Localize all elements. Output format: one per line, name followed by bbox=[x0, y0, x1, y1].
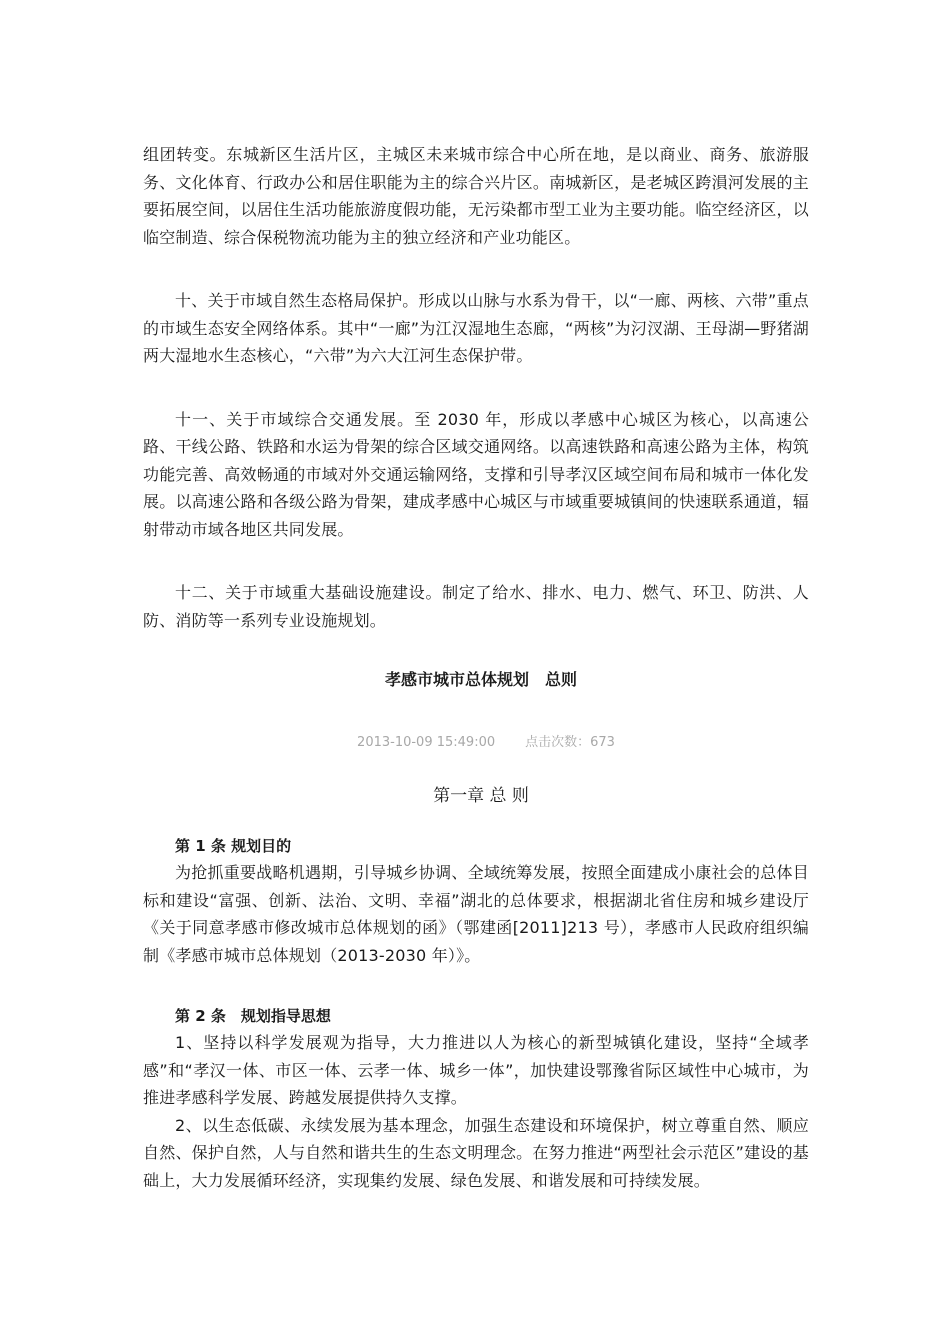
paragraph-infrastructure: 十二、关于市域重大基础设施建设。制定了给水、排水、电力、燃气、环卫、防洪、人防、消防等一系列专业设施规划。 bbox=[143, 583, 809, 630]
chapter-heading: 第一章 总 则 bbox=[433, 786, 529, 806]
article-meta bbox=[143, 733, 809, 753]
article-title: 孝感市城市总体规划 总则 bbox=[384, 670, 577, 689]
paragraph-transport: 十一、关于市域综合交通发展。至 2030 年，形成以孝感中心城区为核心，以高速公路、干线公路、铁路和水运为骨架的综合区域交通网络。以高速铁路和高速公路为主体，构筑功能完善、高效畅通的市域对外交通运输网络，支撑和引导孝汉区域空间布局和城市一体化发展。以高速公路和各级公路为骨架，建成孝感中心城区与市域重要城镇间的快速联系通道，辐射带动市域各地区共同发展。 bbox=[143, 409, 809, 539]
paragraph-ecology: 十、关于市域自然生态格局保护。形成以山脉与水系为骨干，以“一廊、两核、六带”重点的市域生态安全网络体系。其中“一廊”为江汉湿地生态廊，“两核”为汈汊湖、王母湖—野猪湖两大湿地水生态核心，“六带”为六大江河生态保护带。 bbox=[143, 291, 809, 365]
document-page bbox=[143, 141, 809, 1194]
article-1-heading: 第 1 条 规划目的 bbox=[175, 837, 292, 855]
paragraph-district-transition: 组团转变。东城新区生活片区，主城区未来城市综合中心所在地，是以商业、商务、旅游服务、文化体育、行政办公和居住职能为主的综合兴片区。南城新区，是老城区跨溳河发展的主要拓展空间，以居住生活功能旅游度假功能，无污染都市型工业为主要功能。临空经济区，以临空制造、综合保税物流功能为主的独立经济和产业功能区。 bbox=[143, 145, 809, 247]
article-2-item: 2、以生态低碳、永续发展为基本理念，加强生态建设和环境保护，树立尊重自然、顺应自然、保护自然，人与自然和谐共生的生态文明理念。在努力推进“两型社会示范区”建设的基础上，大力发展循环经济，实现集约发展、绿色发展、和谐发展和可持续发展。 bbox=[143, 1115, 809, 1190]
article-2-heading: 第 2 条 规划指导思想 bbox=[175, 1007, 331, 1025]
article-2-item: 1、坚持以科学发展观为指导，大力推进以人为核心的新型城镇化建设，坚持“全域孝感”和“孝汉一体、市区一体、云孝一体、城乡一体”，加快建设鄂豫省际区域性中心城市，为推进孝感科学发展、跨越发展提供持久支撑。 bbox=[143, 1033, 809, 1107]
article-1-body: 为抢抓重要战略机遇期，引导城乡协调、全域统筹发展，按照全面建成小康社会的总体目标和建设“富强、创新、法治、文明、幸福”湖北的总体要求，根据湖北省住房和城乡建设厅《关于同意孝感市修改城市总体规划的函》（鄂建函[2011]213 号），孝感市人民政府组织编制《孝感市城市总体规划（2013-2030 年）》。 bbox=[143, 863, 809, 965]
publish-date: 2013-10-09 15:49:00 bbox=[357, 735, 496, 750]
click-count: 点击次数：673 bbox=[525, 735, 615, 750]
